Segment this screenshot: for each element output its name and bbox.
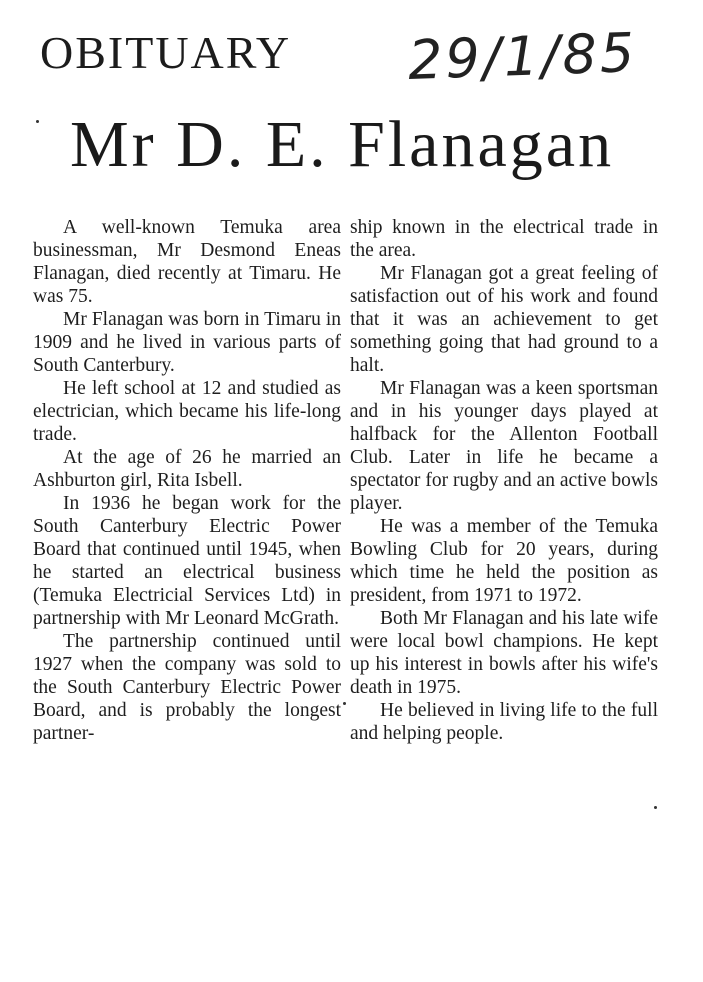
- paragraph: In 1936 he began work for the South Canterbury Electric Power Board that continued until 1945, when he started an electrical business (Temuka Electricial Services Ltd) in partnership with Mr Leonard McGrath.: [33, 493, 341, 629]
- paragraph: He was a member of the Temuka Bowling Club for 20 years, during which time he held the position as president, from 1971 to 1972.: [350, 516, 658, 606]
- paragraph: ship known in the electrical trade in the area.: [350, 217, 658, 261]
- paragraph: Mr Flanagan was born in Timaru in 1909 and he lived in various parts of South Canterbury.: [33, 309, 341, 376]
- paragraph: At the age of 26 he married an Ashburton girl, Rita Isbell.: [33, 447, 341, 491]
- paragraph: A well-known Temuka area businessman, Mr Desmond Eneas Flanagan, died recently at Timaru. He was 75.: [33, 217, 341, 307]
- scan-speck: [343, 702, 346, 705]
- paragraph: The partnership continued until 1927 when the company was sold to the South Canterbury Electric Power Board, and is probably the longest partner-: [33, 631, 341, 744]
- section-heading: OBITUARY: [40, 27, 292, 78]
- scan-speck: [654, 806, 657, 809]
- obituary-headline: Mr D. E. Flanagan: [70, 108, 615, 181]
- paragraph: He believed in living life to the full and helping people.: [350, 700, 658, 744]
- handwritten-date: 29/1/85: [406, 21, 639, 92]
- article-column-left: [33, 216, 341, 745]
- paragraph: He left school at 12 and studied as electrician, which became his life-long trade.: [33, 378, 341, 445]
- article-column-right: [350, 216, 658, 745]
- scan-speck: [36, 120, 39, 123]
- paragraph: Mr Flanagan was a keen sportsman and in his younger days played at halfback for the Allenton Football Club. Later in life he became a spectator for rugby and an active bowls player.: [350, 378, 658, 514]
- paragraph: Mr Flanagan got a great feeling of satisfaction out of his work and found that it was an achievement to get something going that had ground to a halt.: [350, 263, 658, 376]
- paragraph: Both Mr Flanagan and his late wife were local bowl champions. He kept up his interest in bowls after his wife's death in 1975.: [350, 608, 658, 698]
